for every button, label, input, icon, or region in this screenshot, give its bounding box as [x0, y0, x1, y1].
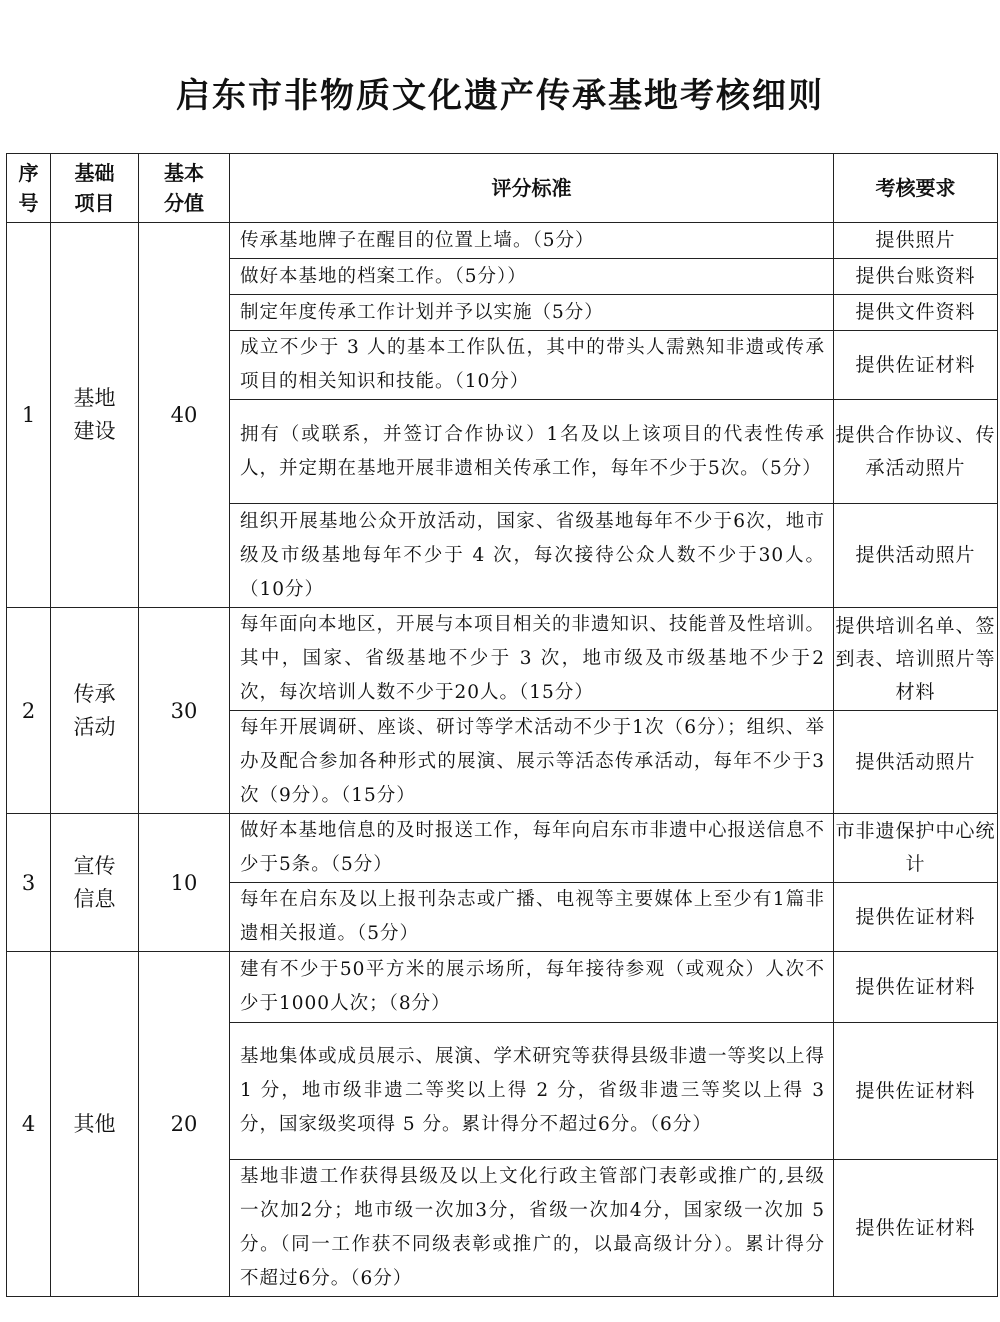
group-score: 20	[139, 952, 230, 1297]
group-item-line1: 基地	[73, 386, 116, 410]
requirement-cell: 提供台账资料	[834, 259, 998, 295]
requirement-cell: 提供活动照片	[834, 711, 998, 814]
group-seq: 3	[7, 814, 51, 952]
criteria-cell: 成立不少于 3 人的基本工作队伍，其中的带头人需熟知非遗或传承项目的相关知识和技能。（10分）	[230, 331, 834, 400]
group-item-line1: 其他	[73, 1111, 116, 1136]
criteria-cell: 每年开展调研、座谈、研讨等学术活动不少于1次（6分）；组织、举办及配合参加各种形式的展演、展示等活态传承活动，每年不少于3次（9分）。（15分）	[230, 711, 834, 814]
header-score-line2: 分值	[164, 191, 204, 215]
header-item	[51, 154, 139, 223]
header-score	[139, 154, 230, 223]
header-item-line1: 基础	[74, 161, 115, 185]
requirement-cell: 提供佐证材料	[834, 883, 998, 952]
criteria-cell: 组织开展基地公众开放活动，国家、省级基地每年不少于6次，地市级及市级基地每年不少于 4 次，每次接待公众人数不少于30人。（10分）	[230, 504, 834, 608]
criteria-cell: 做好本基地信息的及时报送工作，每年向启东市非遗中心报送信息不少于5条。（5分）	[230, 814, 834, 883]
criteria-cell: 做好本基地的档案工作。（5分））	[230, 259, 834, 295]
table-row	[7, 223, 998, 259]
group-item-line2: 活动	[73, 714, 116, 739]
requirement-cell: 提供合作协议、传承活动照片	[834, 400, 998, 504]
header-score-line1: 基本	[164, 161, 204, 185]
criteria-cell: 每年面向本地区，开展与本项目相关的非遗知识、技能普及性培训。其中，国家、省级基地不少于 3 次，地市级及市级基地不少于2次，每次培训人数不少于20人。（15分）	[230, 608, 834, 711]
table-row	[7, 814, 998, 883]
header-item-line2: 项目	[74, 191, 115, 215]
assessment-table	[6, 153, 998, 1297]
group-seq: 4	[7, 952, 51, 1297]
group-item	[51, 952, 139, 1297]
group-item-line2: 建设	[73, 419, 116, 443]
header-row	[7, 154, 998, 223]
criteria-cell: 基地集体或成员展示、展演、学术研究等获得县级非遗一等奖以上得 1 分，地市级非遗二等奖以上得 2 分，省级非遗三等奖以上得 3 分，国家级奖项得 5 分。累计得分不超过6分。（6分）	[230, 1023, 834, 1160]
group-score: 40	[139, 223, 230, 608]
group-item-line2: 信息	[73, 886, 116, 911]
table-row	[7, 608, 998, 711]
group-item-line1: 传承	[73, 681, 116, 706]
criteria-cell: 拥有（或联系，并签订合作协议）1名及以上该项目的代表性传承人，并定期在基地开展非遗相关传承工作，每年不少于5次。（5分）	[230, 400, 834, 504]
criteria-cell: 基地非遗工作获得县级及以上文化行政主管部门表彰或推广的,县级一次加2分；地市级一次加3分，省级一次加4分，国家级一次加 5 分。（同一工作获不同级表彰或推广的，以最高级计分）。累计得分不超过6分。（6分）	[230, 1160, 834, 1297]
header-seq-line2: 号	[18, 191, 39, 215]
header-criteria: 评分标准	[230, 154, 834, 223]
criteria-cell: 制定年度传承工作计划并予以实施（5分）	[230, 295, 834, 331]
group-score: 10	[139, 814, 230, 952]
group-item	[51, 223, 139, 608]
group-seq: 1	[7, 223, 51, 608]
requirement-cell: 提供照片	[834, 223, 998, 259]
criteria-cell: 建有不少于50平方米的展示场所，每年接待参观（或观众）人次不少于1000人次；（8分）	[230, 952, 834, 1023]
criteria-cell: 传承基地牌子在醒目的位置上墙。（5分）	[230, 223, 834, 259]
group-item	[51, 608, 139, 814]
header-requirement: 考核要求	[834, 154, 998, 223]
requirement-cell: 提供佐证材料	[834, 952, 998, 1023]
requirement-cell: 提供活动照片	[834, 504, 998, 608]
table-row	[7, 952, 998, 1023]
requirement-cell: 提供佐证材料	[834, 1023, 998, 1160]
criteria-cell: 每年在启东及以上报刊杂志或广播、电视等主要媒体上至少有1篇非遗相关报道。（5分）	[230, 883, 834, 952]
header-seq	[7, 154, 51, 223]
header-seq-line1: 序	[18, 161, 39, 185]
group-item	[51, 814, 139, 952]
group-score: 30	[139, 608, 230, 814]
group-seq: 2	[7, 608, 51, 814]
group-item-line1: 宣传	[73, 853, 116, 878]
requirement-cell: 提供文件资料	[834, 295, 998, 331]
document-title: 启东市非物质文化遗产传承基地考核细则	[176, 76, 824, 116]
requirement-cell: 提供培训名单、签到表、培训照片等材料	[834, 608, 998, 711]
requirement-cell: 市非遗保护中心统计	[834, 814, 998, 883]
requirement-cell: 提供佐证材料	[834, 1160, 998, 1297]
requirement-cell: 提供佐证材料	[834, 331, 998, 400]
